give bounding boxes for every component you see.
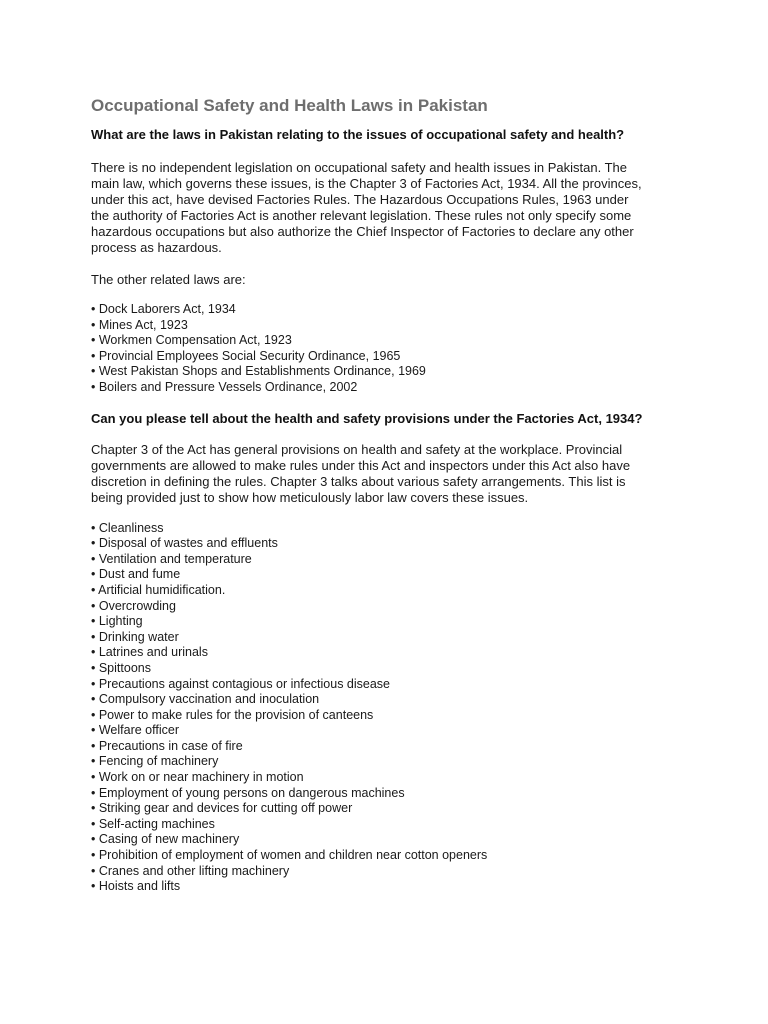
list-item: • Power to make rules for the provision of canteens xyxy=(91,707,374,722)
list-item: • Work on or near machinery in motion xyxy=(91,770,304,785)
paragraph-chapter-3 xyxy=(91,442,711,506)
question-provisions: Can you please tell about the health and safety provisions under the Factories Act, 1934? xyxy=(91,410,643,426)
paragraph-line: the authority of Factories Act is another relevant legislation. These rules not only specify some xyxy=(91,208,632,223)
other-laws-intro: The other related laws are: xyxy=(91,272,246,287)
list-item: • Ventilation and temperature xyxy=(91,551,252,566)
paragraph-line: main law, which governs these issues, is the Chapter 3 of Factories Act, 1934. All the provinces, xyxy=(91,176,642,191)
paragraph-line: Chapter 3 of the Act has general provisions on health and safety at the workplace. Provincial xyxy=(91,441,623,457)
list-item: • Dock Laborers Act, 1934 xyxy=(91,302,236,316)
list-item: • Welfare officer xyxy=(91,723,179,738)
page-title: Occupational Safety and Health Laws in Pakistan xyxy=(91,96,488,115)
list-item: • Fencing of machinery xyxy=(91,754,219,769)
document-page xyxy=(91,95,711,895)
list-item: • Striking gear and devices for cutting off power xyxy=(91,801,353,816)
list-item: • Self-acting machines xyxy=(91,816,215,831)
paragraph-line: discretion in defining the rules. Chapter 3 talks about various safety arrangements. This list is xyxy=(91,473,626,489)
paragraph-line: process as hazardous. xyxy=(91,240,222,255)
list-item: • Prohibition of employment of women and children near cotton openers xyxy=(91,848,488,863)
paragraph-line: being provided just to show how meticulously labor law covers these issues. xyxy=(91,489,529,505)
provisions-list xyxy=(91,521,711,895)
list-item: • Overcrowding xyxy=(91,598,176,613)
list-item: • Latrines and urinals xyxy=(91,645,208,660)
list-item: • Casing of new machinery xyxy=(91,832,240,847)
list-item: • Precautions against contagious or infectious disease xyxy=(91,676,390,691)
list-item: • West Pakistan Shops and Establishments Ordinance, 1969 xyxy=(91,364,426,379)
list-item: • Artificial humidification. xyxy=(91,582,226,597)
paragraph-line: hazardous occupations but also authorize the Chief Inspector of Factories to declare any other xyxy=(91,224,634,239)
list-item: • Provincial Employees Social Security Ordinance, 1965 xyxy=(91,348,401,363)
list-item: • Disposal of wastes and effluents xyxy=(91,536,278,551)
paragraph-legislation xyxy=(91,160,711,256)
list-item: • Cleanliness xyxy=(91,520,164,535)
list-item: • Dust and fume xyxy=(91,567,181,582)
question-laws: What are the laws in Pakistan relating to the issues of occupational safety and health? xyxy=(91,127,625,142)
other-laws-list xyxy=(91,302,711,396)
list-item: • Boilers and Pressure Vessels Ordinance, 2002 xyxy=(91,379,358,394)
list-item: • Spittoons xyxy=(91,660,151,675)
paragraph-line: There is no independent legislation on occupational safety and health issues in Pakistan. The xyxy=(91,160,628,175)
list-item: • Drinking water xyxy=(91,629,179,644)
list-item: • Lighting xyxy=(91,614,143,629)
list-item: • Hoists and lifts xyxy=(91,879,181,894)
list-item: • Cranes and other lifting machinery xyxy=(91,863,290,878)
paragraph-line: under this act, have devised Factories Rules. The Hazardous Occupations Rules, 1963 under xyxy=(91,192,629,207)
list-item: • Employment of young persons on dangerous machines xyxy=(91,785,405,800)
list-item: • Workmen Compensation Act, 1923 xyxy=(91,333,292,348)
list-item: • Mines Act, 1923 xyxy=(91,317,188,332)
list-item: • Compulsory vaccination and inoculation xyxy=(91,692,320,707)
paragraph-line: governments are allowed to make rules under this Act and inspectors under this Act also have xyxy=(91,457,631,473)
list-item: • Precautions in case of fire xyxy=(91,738,243,753)
